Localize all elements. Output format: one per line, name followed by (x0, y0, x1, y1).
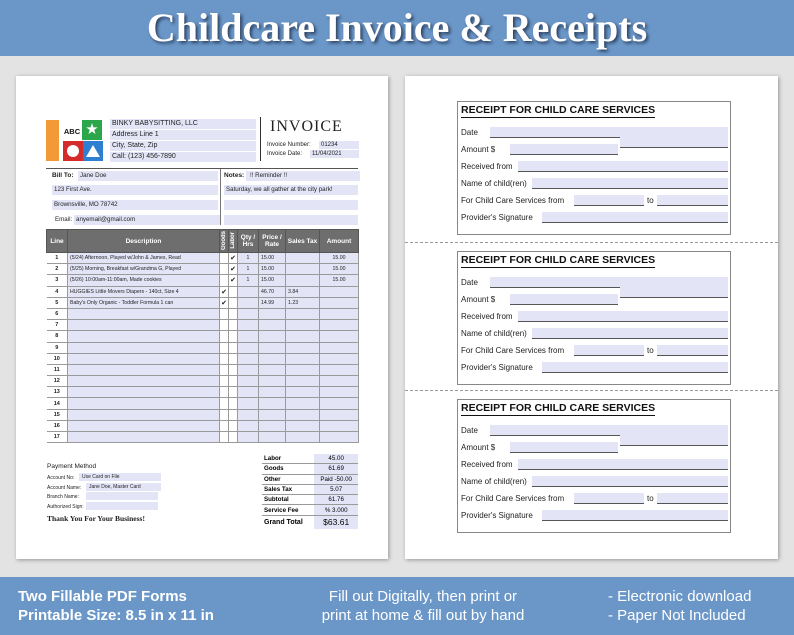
amount-field[interactable] (320, 432, 359, 443)
qty-field[interactable] (238, 409, 259, 420)
price-field[interactable] (259, 376, 286, 387)
invoice-number-field[interactable]: 01234 (319, 141, 359, 149)
date-label: Date (461, 426, 478, 435)
child-name-field[interactable] (532, 328, 728, 339)
invoice-date-label: Invoice Date: (267, 151, 303, 157)
totals-row (262, 505, 358, 515)
banner-title: Childcare Invoice & Receipts (146, 5, 648, 50)
goods-check[interactable] (220, 275, 229, 286)
table-row (47, 320, 359, 331)
table-row (47, 264, 359, 275)
goods-check[interactable]: ✔ (220, 286, 229, 297)
price-field[interactable] (259, 420, 286, 431)
footer-right (608, 587, 751, 625)
line-number: 6 (47, 308, 68, 319)
qty-field[interactable] (238, 286, 259, 297)
col-tax: Sales Tax (286, 230, 320, 253)
account-no-field[interactable]: Use Card on File (79, 473, 161, 481)
amount-field[interactable] (320, 387, 359, 398)
services-from-field[interactable] (574, 493, 644, 504)
date-label: Date (461, 128, 478, 137)
goods-check[interactable] (220, 353, 229, 364)
goods-check[interactable] (220, 387, 229, 398)
goods-check[interactable] (220, 398, 229, 409)
table-row (47, 364, 359, 375)
amount-field[interactable] (320, 286, 359, 297)
goods-check[interactable] (220, 409, 229, 420)
goods-check[interactable] (220, 342, 229, 353)
table-row (47, 297, 359, 308)
amount-field[interactable] (320, 297, 359, 308)
account-name-field[interactable]: Jane Doe, Master Card (86, 483, 161, 491)
amount-field[interactable] (320, 364, 359, 375)
table-row (47, 387, 359, 398)
description-field[interactable] (68, 331, 220, 342)
totals-row (262, 495, 358, 505)
totals-row (262, 474, 358, 484)
child-name-field[interactable] (532, 476, 728, 487)
provider-signature-field[interactable] (542, 212, 728, 223)
tax-field[interactable] (286, 331, 320, 342)
cut-line-2 (405, 390, 778, 391)
description-field[interactable] (68, 420, 220, 431)
section-rule (46, 168, 358, 169)
tax-field[interactable] (286, 308, 320, 319)
goods-check[interactable] (220, 253, 229, 264)
totals-label: Goods (262, 464, 314, 474)
provider-signature-label: Provider's Signature (461, 213, 533, 222)
qty-field[interactable] (238, 342, 259, 353)
price-field[interactable]: 14.99 (259, 297, 286, 308)
goods-check[interactable] (220, 308, 229, 319)
price-field[interactable] (259, 432, 286, 443)
totals-label: Sales Tax (262, 484, 314, 494)
notes-field-4[interactable] (224, 215, 358, 225)
footer-left (18, 587, 214, 625)
amount-label: Amount $ (461, 145, 496, 154)
email-label: Email: (55, 216, 73, 223)
tax-field[interactable] (286, 253, 320, 264)
table-row (47, 308, 359, 319)
labor-check[interactable] (229, 398, 238, 409)
table-row (47, 331, 359, 342)
labor-check[interactable]: ✔ (229, 253, 238, 264)
footer-center-line2: print at home & fill out by hand (321, 607, 525, 624)
tax-field[interactable] (286, 320, 320, 331)
footer (0, 577, 794, 635)
receipt-form (457, 399, 731, 533)
totals-value[interactable]: Paid -50.00 (314, 474, 358, 484)
banner (0, 0, 794, 56)
description-field[interactable] (68, 308, 220, 319)
services-to-field[interactable] (657, 195, 728, 206)
totals-table (262, 454, 358, 529)
abc-logo (46, 120, 108, 162)
qty-field[interactable] (238, 320, 259, 331)
amount-field[interactable] (510, 294, 618, 305)
amount-field[interactable] (510, 442, 618, 453)
description-field[interactable] (68, 376, 220, 387)
services-from-label: For Child Care Services from (461, 346, 565, 355)
receipt-title: RECEIPT FOR CHILD CARE SERVICES (461, 104, 656, 116)
amount-extra-field[interactable] (620, 137, 728, 148)
qty-field[interactable] (238, 331, 259, 342)
col-amount: Amount (320, 230, 359, 253)
goods-check[interactable] (220, 432, 229, 443)
col-labor: Labor (229, 230, 238, 253)
city-field[interactable]: City, State, Zip (110, 141, 256, 151)
line-number: 2 (47, 264, 68, 275)
services-from-label: For Child Care Services from (461, 196, 565, 205)
price-field[interactable]: 46.70 (259, 286, 286, 297)
notes-field-1[interactable]: !! Reminder !! (246, 171, 360, 181)
tax-field[interactable] (286, 387, 320, 398)
receipt-form (457, 251, 731, 385)
line-items-table (46, 229, 359, 443)
goods-check[interactable] (220, 264, 229, 275)
totals-value[interactable]: 61.76 (314, 495, 358, 505)
provider-signature-label: Provider's Signature (461, 511, 533, 520)
description-field[interactable] (68, 342, 220, 353)
line-number: 5 (47, 297, 68, 308)
amount-label: Amount $ (461, 295, 496, 304)
price-field[interactable] (259, 409, 286, 420)
price-field[interactable] (259, 364, 286, 375)
branch-name-label: Branch Name: (47, 494, 79, 500)
received-from-label: Received from (461, 312, 513, 321)
tax-field[interactable] (286, 353, 320, 364)
cut-line-1 (405, 242, 778, 243)
labor-check[interactable] (229, 409, 238, 420)
footer-center-line1: Fill out Digitally, then print or (328, 588, 518, 605)
price-field[interactable] (259, 387, 286, 398)
description-field[interactable] (68, 353, 220, 364)
address-field[interactable]: Address Line 1 (110, 130, 256, 140)
received-from-label: Received from (461, 460, 513, 469)
price-field[interactable]: 15.00 (259, 253, 286, 264)
table-row (47, 432, 359, 443)
amount-field[interactable] (320, 409, 359, 420)
received-from-field[interactable] (518, 161, 728, 172)
amount-field[interactable] (320, 376, 359, 387)
table-row (47, 353, 359, 364)
footer-center (298, 587, 548, 625)
totals-label: Subtotal (262, 495, 314, 505)
bill-notes-divider (220, 169, 221, 225)
price-field[interactable] (259, 308, 286, 319)
labor-check[interactable] (229, 432, 238, 443)
totals-value[interactable]: % 3.000 (314, 505, 358, 515)
description-field[interactable]: (5/25) Morning, Breakfast w/Grandma G, Played (68, 264, 220, 275)
tax-field[interactable] (286, 409, 320, 420)
receipt-title: RECEIPT FOR CHILD CARE SERVICES (461, 402, 656, 414)
tax-field[interactable] (286, 364, 320, 375)
tax-field[interactable] (286, 342, 320, 353)
amount-extra-field[interactable] (620, 435, 728, 446)
received-from-label: Received from (461, 162, 513, 171)
amount-field[interactable] (320, 320, 359, 331)
circle-icon (63, 141, 83, 161)
line-number: 4 (47, 286, 68, 297)
child-name-label: Name of child(ren) (461, 179, 527, 188)
branch-name-field[interactable] (86, 492, 158, 500)
goods-check[interactable] (220, 331, 229, 342)
services-from-field[interactable] (574, 345, 644, 356)
col-line: Line (47, 230, 68, 253)
description-field[interactable] (68, 387, 220, 398)
provider-signature-field[interactable] (542, 510, 728, 521)
goods-check[interactable] (220, 320, 229, 331)
line-number: 16 (47, 420, 68, 431)
bill-name-field[interactable]: Jane Doe (78, 171, 218, 181)
labor-check[interactable] (229, 320, 238, 331)
labor-check[interactable]: ✔ (229, 275, 238, 286)
description-field[interactable]: HUGGIES Little Movers Diapers - 140ct, Size 4 (68, 286, 220, 297)
table-row (47, 420, 359, 431)
labor-check[interactable] (229, 308, 238, 319)
totals-value[interactable]: 45.00 (314, 454, 358, 464)
table-row (47, 376, 359, 387)
labor-check[interactable]: ✔ (229, 264, 238, 275)
bill-to-label: Bill To: (52, 172, 74, 179)
table-row (47, 398, 359, 409)
amount-field[interactable] (320, 398, 359, 409)
labor-check[interactable] (229, 376, 238, 387)
line-number: 14 (47, 398, 68, 409)
services-from-field[interactable] (574, 195, 644, 206)
notes-label: Notes: (224, 172, 245, 179)
description-field[interactable] (68, 409, 220, 420)
amount-field[interactable] (320, 420, 359, 431)
line-number: 3 (47, 275, 68, 286)
tax-field[interactable] (286, 420, 320, 431)
price-field[interactable]: 15.00 (259, 264, 286, 275)
services-from-label: For Child Care Services from (461, 494, 565, 503)
amount-field[interactable] (320, 342, 359, 353)
labor-check[interactable] (229, 342, 238, 353)
services-to-field[interactable] (657, 493, 728, 504)
totals-label: Labor (262, 454, 314, 464)
triangle-icon (83, 141, 103, 161)
invoice-heading: INVOICE (270, 118, 343, 135)
footer-right-line2: - Paper Not Included (608, 607, 746, 624)
totals-row (262, 484, 358, 494)
col-price: Price / Rate (259, 230, 286, 253)
bill-address-field[interactable]: 123 First Ave. (52, 185, 218, 195)
account-no-label: Account No: (47, 475, 75, 481)
goods-check[interactable] (220, 364, 229, 375)
to-label: to (647, 494, 654, 503)
labor-check[interactable] (229, 420, 238, 431)
amount-field[interactable] (320, 331, 359, 342)
description-field[interactable]: Baby's Only Organic - Toddler Formula 1 can (68, 297, 220, 308)
invoice-number-label: Invoice Number: (267, 142, 311, 148)
account-name-label: Account Name: (47, 485, 82, 491)
price-field[interactable] (259, 342, 286, 353)
qty-field[interactable] (238, 432, 259, 443)
grand-total-label: Grand Total (264, 518, 303, 526)
qty-field[interactable]: 1 (238, 275, 259, 286)
notes-field-3[interactable] (224, 200, 358, 210)
amount-field[interactable]: 15.00 (320, 253, 359, 264)
goods-check[interactable]: ✔ (220, 297, 229, 308)
qty-field[interactable] (238, 420, 259, 431)
grand-total-row (262, 515, 358, 529)
amount-field[interactable] (320, 353, 359, 364)
grand-total-value[interactable]: $63.61 (314, 515, 358, 529)
tax-field[interactable] (286, 398, 320, 409)
services-to-field[interactable] (657, 345, 728, 356)
to-label: to (647, 346, 654, 355)
qty-field[interactable] (238, 364, 259, 375)
header-divider (260, 117, 261, 161)
receipt-form (457, 101, 731, 235)
description-field[interactable] (68, 432, 220, 443)
totals-label: Service Fee (262, 505, 314, 515)
authorized-sign-label: Authorized Sign: (47, 504, 84, 510)
qty-field[interactable] (238, 297, 259, 308)
table-row (47, 275, 359, 286)
payment-method-title: Payment Method (47, 463, 97, 470)
qty-field[interactable] (238, 387, 259, 398)
qty-field[interactable] (238, 308, 259, 319)
table-row (47, 286, 359, 297)
notes-field-2[interactable]: Saturday, we all gather at the city park! (224, 185, 358, 195)
logo-orange-bar (46, 120, 59, 161)
description-field[interactable] (68, 320, 220, 331)
description-field[interactable] (68, 364, 220, 375)
col-qty: Qty / Hrs (238, 230, 259, 253)
footer-right-line1: - Electronic download (608, 588, 752, 605)
table-row (47, 409, 359, 420)
description-field[interactable] (68, 398, 220, 409)
totals-row (262, 464, 358, 474)
line-number: 10 (47, 353, 68, 364)
amount-field[interactable]: 15.00 (320, 275, 359, 286)
received-from-field[interactable] (518, 311, 728, 322)
child-name-label: Name of child(ren) (461, 477, 527, 486)
line-number: 15 (47, 409, 68, 420)
qty-field[interactable]: 1 (238, 253, 259, 264)
price-field[interactable] (259, 320, 286, 331)
email-field[interactable]: anyemail@gmail.com (74, 215, 220, 225)
line-number: 9 (47, 342, 68, 353)
tax-field[interactable] (286, 275, 320, 286)
labor-check[interactable] (229, 353, 238, 364)
logo-letters: ABC (63, 127, 81, 136)
received-from-field[interactable] (518, 459, 728, 470)
description-field[interactable]: (5/26) 10:00am-11:00am, Made cookies (68, 275, 220, 286)
invoice-date-field[interactable]: 11/04/2021 (310, 150, 359, 158)
table-row (47, 253, 359, 264)
bill-city-field[interactable]: Brownsville, MO 78742 (52, 200, 218, 210)
totals-value[interactable]: 5.07 (314, 484, 358, 494)
to-label: to (647, 196, 654, 205)
line-number: 12 (47, 376, 68, 387)
tax-field[interactable]: 3.84 (286, 286, 320, 297)
line-number: 13 (47, 387, 68, 398)
child-name-label: Name of child(ren) (461, 329, 527, 338)
phone-field[interactable]: Call: (123) 456-7890 (110, 152, 256, 162)
price-field[interactable]: 15.00 (259, 275, 286, 286)
amount-field[interactable] (320, 308, 359, 319)
thank-you-text: Thank You For Your Business! (47, 514, 145, 523)
qty-field[interactable] (238, 353, 259, 364)
labor-check[interactable] (229, 387, 238, 398)
receipt-title: RECEIPT FOR CHILD CARE SERVICES (461, 254, 656, 266)
line-number: 8 (47, 331, 68, 342)
company-name-field[interactable]: BINKY BABYSITTING, LLC (110, 119, 256, 129)
totals-label: Other (262, 474, 314, 484)
goods-check[interactable] (220, 420, 229, 431)
child-name-field[interactable] (532, 178, 728, 189)
description-field[interactable]: (5/24) Afternoon, Played w/John & James, Read (68, 253, 220, 264)
line-number: 1 (47, 253, 68, 264)
tax-field[interactable] (286, 376, 320, 387)
totals-value[interactable]: 61.69 (314, 464, 358, 474)
col-description: Description (68, 230, 220, 253)
date-label: Date (461, 278, 478, 287)
qty-field[interactable] (238, 376, 259, 387)
authorized-sign-field[interactable] (86, 502, 158, 510)
line-number: 17 (47, 432, 68, 443)
tax-field[interactable] (286, 264, 320, 275)
labor-check[interactable] (229, 331, 238, 342)
table-header-row (47, 230, 359, 253)
labor-check[interactable] (229, 297, 238, 308)
amount-label: Amount $ (461, 443, 496, 452)
provider-signature-label: Provider's Signature (461, 363, 533, 372)
amount-field[interactable]: 15.00 (320, 264, 359, 275)
col-goods: Goods (220, 230, 229, 253)
price-field[interactable] (259, 331, 286, 342)
amount-extra-field[interactable] (620, 287, 728, 298)
tax-field[interactable]: 1.23 (286, 297, 320, 308)
tax-field[interactable] (286, 432, 320, 443)
table-row (47, 342, 359, 353)
qty-field[interactable]: 1 (238, 264, 259, 275)
goods-check[interactable] (220, 376, 229, 387)
amount-field[interactable] (510, 144, 618, 155)
labor-check[interactable] (229, 364, 238, 375)
star-icon: ★ (82, 120, 102, 140)
price-field[interactable] (259, 398, 286, 409)
line-number: 11 (47, 364, 68, 375)
line-number: 7 (47, 320, 68, 331)
footer-left-line1: Two Fillable PDF Forms (18, 588, 187, 605)
price-field[interactable] (259, 353, 286, 364)
footer-left-line2: Printable Size: 8.5 in x 11 in (18, 607, 214, 624)
totals-row (262, 454, 358, 464)
qty-field[interactable] (238, 398, 259, 409)
labor-check[interactable] (229, 286, 238, 297)
provider-signature-field[interactable] (542, 362, 728, 373)
